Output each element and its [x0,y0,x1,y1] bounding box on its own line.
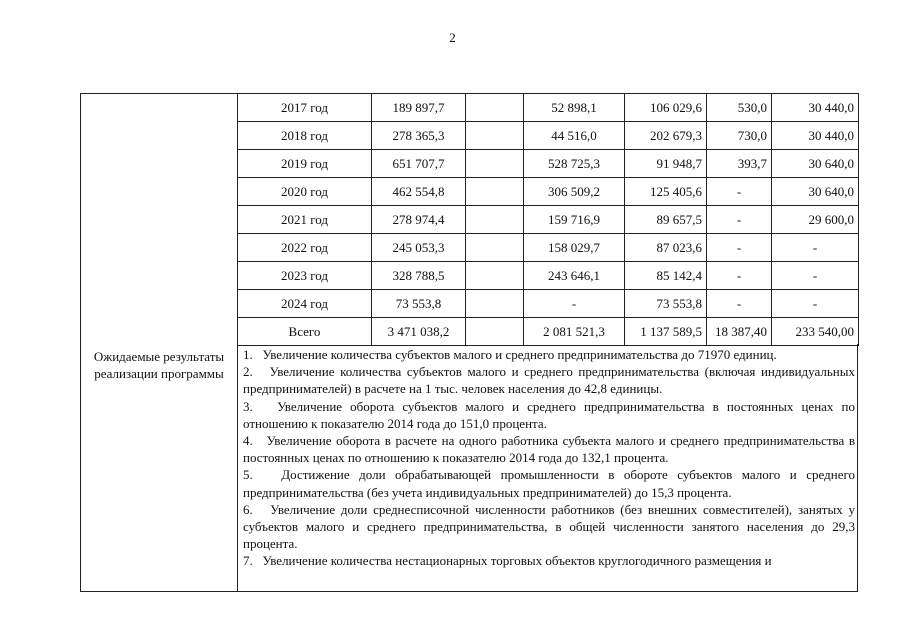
expected-results-list [243,346,855,570]
expected-results-section [80,344,858,592]
expected-results-label: Ожидаемые результаты реализации программы [81,344,238,591]
result-item: 3. Увеличение оборота субъектов малого и среднего предпринимательства в постоянных ценах по отношению к показателю 2014 года до 151,0 процента. [243,398,855,431]
year-cell: 2021 год [238,206,372,234]
result-item: 4. Увеличение оборота в расчете на одного работника субъекта малого и среднего предпринимательства в постоянных ценах по отношению к показателю 2014 года до 132,1 процента. [243,433,855,466]
value-cell: 73 553,8 [625,290,707,318]
value-cell: 106 029,6 [625,94,707,122]
value-cell [466,122,524,150]
value-cell: - [524,290,625,318]
table-row [81,206,859,234]
value-cell: 159 716,9 [524,206,625,234]
value-cell: 233 540,00 [772,318,859,346]
year-cell: 2018 год [238,122,372,150]
value-cell: 30 640,0 [772,150,859,178]
value-cell: 202 679,3 [625,122,707,150]
value-cell: 3 471 038,2 [372,318,466,346]
row-label-cell [81,94,238,122]
year-cell: 2020 год [238,178,372,206]
value-cell: 245 053,3 [372,234,466,262]
value-cell: 189 897,7 [372,94,466,122]
value-cell: 158 029,7 [524,234,625,262]
financing-table [80,93,859,346]
value-cell: 85 142,4 [625,262,707,290]
year-cell: 2024 год [238,290,372,318]
result-item: 7. Увеличение количества нестационарных торговых объектов круглогодичного размещения и [243,553,772,569]
year-cell: 2022 год [238,234,372,262]
row-label-cell [81,318,238,346]
value-cell: 30 440,0 [772,94,859,122]
year-cell: 2023 год [238,262,372,290]
value-cell: 73 553,8 [372,290,466,318]
row-label-cell [81,150,238,178]
value-cell: - [772,262,859,290]
value-cell: 87 023,6 [625,234,707,262]
page-number: 2 [449,30,456,45]
value-cell: - [772,290,859,318]
value-cell: 1 137 589,5 [625,318,707,346]
value-cell: 462 554,8 [372,178,466,206]
value-cell: 278 974,4 [372,206,466,234]
value-cell: 651 707,7 [372,150,466,178]
value-cell [466,262,524,290]
value-cell: 306 509,2 [524,178,625,206]
value-cell: 125 405,6 [625,178,707,206]
value-cell: - [707,290,772,318]
row-label-cell [81,290,238,318]
value-cell: 528 725,3 [524,150,625,178]
value-cell [466,150,524,178]
value-cell: 30 640,0 [772,178,859,206]
value-cell [466,178,524,206]
value-cell [466,234,524,262]
table-row [81,262,859,290]
value-cell: 18 387,40 [707,318,772,346]
value-cell: 91 948,7 [625,150,707,178]
table-row [81,150,859,178]
row-label-cell [81,122,238,150]
result-item: 5. Достижение доли обрабатывающей промышленности в обороте субъектов малого и среднего предпринимательства (без учета индивидуальных предпринимателей) до 15,3 процента. [243,467,855,500]
value-cell: 278 365,3 [372,122,466,150]
value-cell: 2 081 521,3 [524,318,625,346]
row-label-cell [81,262,238,290]
value-cell: 730,0 [707,122,772,150]
row-label-cell [81,206,238,234]
value-cell: - [772,234,859,262]
year-cell: 2019 год [238,150,372,178]
value-cell: 30 440,0 [772,122,859,150]
value-cell [466,318,524,346]
value-cell: 29 600,0 [772,206,859,234]
value-cell [466,94,524,122]
value-cell: 530,0 [707,94,772,122]
year-cell: Всего [238,318,372,346]
table-row [81,94,859,122]
value-cell: - [707,234,772,262]
value-cell: 44 516,0 [524,122,625,150]
result-item: 1. Увеличение количества субъектов малого и среднего предпринимательства до 71970 единиц. [243,347,777,362]
value-cell: - [707,262,772,290]
value-cell: 52 898,1 [524,94,625,122]
row-label-cell [81,234,238,262]
value-cell [466,290,524,318]
value-cell: 328 788,5 [372,262,466,290]
value-cell: 243 646,1 [524,262,625,290]
year-cell: 2017 год [238,94,372,122]
value-cell: 393,7 [707,150,772,178]
row-label-cell [81,178,238,206]
value-cell: 89 657,5 [625,206,707,234]
table-row [81,290,859,318]
result-item: 6. Увеличение доли среднесписочной численности работников (без внешних совместителей), занятых у субъектов малого и среднего предпринимательства, в общей численности занятого населения до 29,3 процента. [243,501,855,552]
value-cell [466,206,524,234]
table-row [81,318,859,346]
table-row [81,178,859,206]
table-row [81,234,859,262]
value-cell: - [707,206,772,234]
result-item: 2. Увеличение количества субъектов малого и среднего предпринимательства (включая индивидуальных предпринимателей) в расчете на 1 тыс. человек населения до 42,8 единицы. [243,364,855,397]
value-cell: - [707,178,772,206]
table-row [81,122,859,150]
